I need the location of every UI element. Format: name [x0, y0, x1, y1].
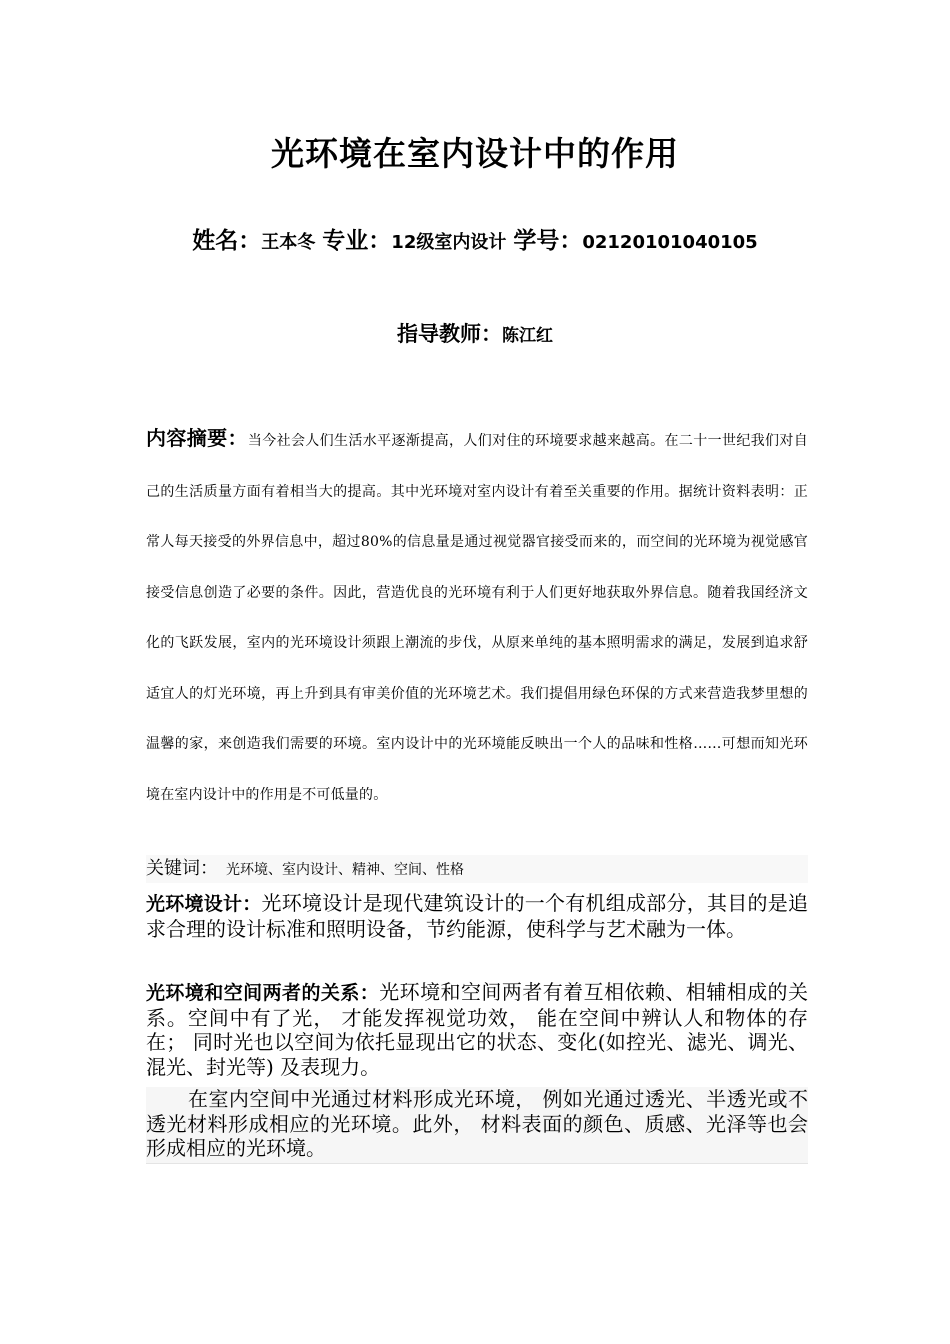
document-title: 光环境在室内设计中的作用 — [271, 134, 679, 173]
student-id-label: 学号： — [513, 228, 583, 254]
section-text: 光环境和空间两者有着互相依赖、相辅相成的关系。空间中有了光， 才能发挥视觉功效， 能在空间中辨认人和物体的存在； 同时光也以空间为依托显现出它的状态、变化(如控光、滤光、调光、混光、封光等) 及表现力。 — [146, 980, 808, 1079]
name-label: 姓名： — [192, 228, 262, 254]
abstract-text: 当今社会人们生活水平逐渐提高，人们对住的环境要求越来越高。在二十一世纪我们对自己的生活质量方面有着相当大的提高。其中光环境对室内设计有着至关重要的作用。据统计资料表明：正常人每天接受的外界信息中，超过80%的信息量是通过视觉器官接受而来的，而空间的光环境为视觉感官接受信息创造了必要的条件。因此，营造优良的光环境有利于人们更好地获取外界信息。随着我国经济文化的飞跃发展，室内的光环境设计须跟上潮流的步伐，从原来单纯的基本照明需求的满足，发展到追求舒适宜人的灯光环境，再上升到具有审美价值的光环境艺术。我们提倡用绿色环保的方式来营造我梦里想的温馨的家，来创造我们需要的环境。室内设计中的光环境能反映出一个人的品味和性格……可想而知光环境在室内设计中的作用是不可低量的。 — [146, 433, 808, 803]
section-label: 光环境和空间两者的关系： — [146, 982, 380, 1004]
section-text: 光环境设计是现代建筑设计的一个有机组成部分，其目的是追求合理的设计标准和照明设备，节约能源，使科学与艺术融为一体。 — [146, 891, 808, 941]
major-label: 专业： — [322, 228, 392, 254]
keywords-line — [146, 855, 808, 883]
advisor-name: 陈江红 — [502, 326, 553, 346]
abstract-paragraph — [146, 413, 808, 820]
author-name: 王本冬 — [261, 232, 316, 253]
advisor-line — [0, 318, 950, 348]
section-material-paragraph — [146, 1087, 808, 1164]
section-text: 在室内空间中光通过材料形成光环境， 例如光通过透光、半透光或不透光材料形成相应的光环境。此外， 材料表面的颜色、质感、光泽等也会形成相应的光环境。 — [146, 1087, 808, 1160]
keywords-text: 光环境、室内设计、精神、空间、性格 — [226, 862, 464, 878]
section-light-design — [146, 891, 808, 941]
author-major: 12级室内设计 — [391, 232, 507, 253]
keywords-label: 关键词： — [146, 858, 218, 879]
student-id: 02120101040105 — [582, 232, 758, 253]
section-label: 光环境设计： — [146, 893, 262, 915]
section-light-space-relation — [146, 980, 808, 1079]
author-info-line — [0, 222, 950, 255]
abstract-label: 内容摘要： — [146, 426, 248, 450]
advisor-label: 指导教师： — [397, 322, 502, 346]
